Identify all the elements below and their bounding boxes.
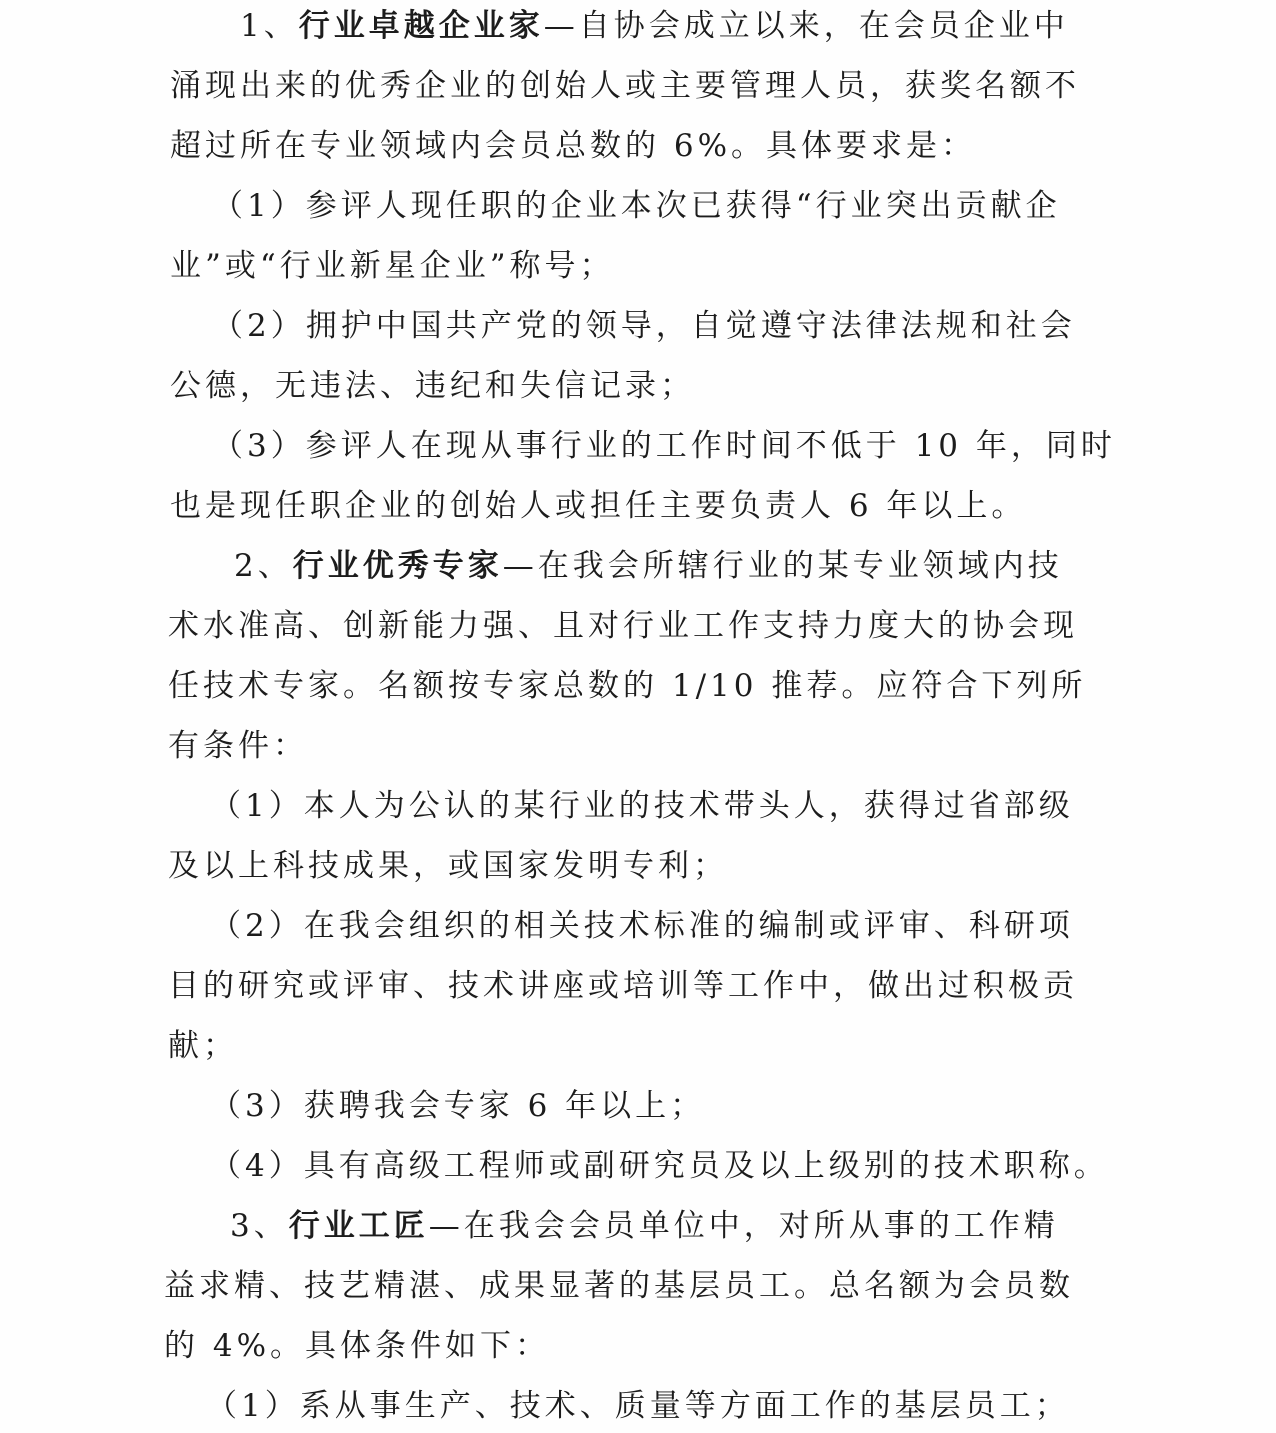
section2-heading-line <box>234 546 1063 586</box>
section1-item2-line1: （2）拥护中国共产党的领导，自觉遵守法律法规和社会 <box>212 308 1076 344</box>
section3-intro-text: —在我会会员单位中，对所从事的工作精 <box>428 1208 1059 1244</box>
section3-title: 行业工匠 <box>288 1208 429 1244</box>
section1-heading-line <box>240 6 1069 46</box>
section2-item2-line3: 献； <box>168 1028 238 1064</box>
section2-item2-line2: 目的研究或评审、技术讲座或培训等工作中，做出过积极贡 <box>168 968 1078 1004</box>
section1-number: 1、 <box>240 8 299 44</box>
section1-intro-line3: 超过所在专业领域内会员总数的 6%。具体要求是： <box>170 128 977 164</box>
section2-number: 2、 <box>234 548 293 584</box>
section2-intro-text: —在我会所辖行业的某专业领域内技 <box>502 548 1063 584</box>
section1-title: 行业卓越企业家 <box>298 8 544 44</box>
section1-item3-line2: 也是现任职企业的创始人或担任主要负责人 6 年以上。 <box>170 488 1027 524</box>
section1-intro-text: —自协会成立以来，在会员企业中 <box>543 8 1069 44</box>
section3-number: 3、 <box>230 1208 289 1244</box>
section3-intro-line2: 益求精、技艺精湛、成果显著的基层员工。总名额为会员数 <box>164 1268 1074 1304</box>
section1-item3-line1: （3）参评人在现从事行业的工作时间不低于 10 年，同时 <box>212 428 1116 464</box>
section1-intro-line2: 涌现出来的优秀企业的创始人或主要管理人员，获奖名额不 <box>170 68 1080 104</box>
section2-intro-line2: 术水准高、创新能力强、且对行业工作支持力度大的协会现 <box>168 608 1078 644</box>
section2-item1-line2: 及以上科技成果，或国家发明专利； <box>168 848 728 884</box>
section2-item1-line1: （1）本人为公认的某行业的技术带头人，获得过省部级 <box>210 788 1074 824</box>
section1-item1-line2: 业”或“行业新星企业”称号； <box>170 248 615 284</box>
section2-intro-line4: 有条件： <box>168 728 308 764</box>
section2-title: 行业优秀专家 <box>292 548 503 584</box>
section3-heading-line <box>230 1206 1059 1246</box>
section1-item1-line1: （1）参评人现任职的企业本次已获得“行业突出贡献企 <box>212 188 1061 224</box>
section2-intro-line3: 任技术专家。名额按专家总数的 1/10 推荐。应符合下列所 <box>168 668 1087 704</box>
section2-item3: （3）获聘我会专家 6 年以上； <box>210 1088 706 1124</box>
section2-item4: （4）具有高级工程师或副研究员及以上级别的技术职称。 <box>210 1148 1109 1184</box>
section2-item2-line1: （2）在我会组织的相关技术标准的编制或评审、科研项 <box>210 908 1074 944</box>
section3-intro-line3: 的 4%。具体条件如下： <box>164 1328 551 1364</box>
section3-item1: （1）系从事生产、技术、质量等方面工作的基层员工； <box>206 1388 1070 1424</box>
section1-item2-line2: 公德，无违法、违纪和失信记录； <box>170 368 695 404</box>
